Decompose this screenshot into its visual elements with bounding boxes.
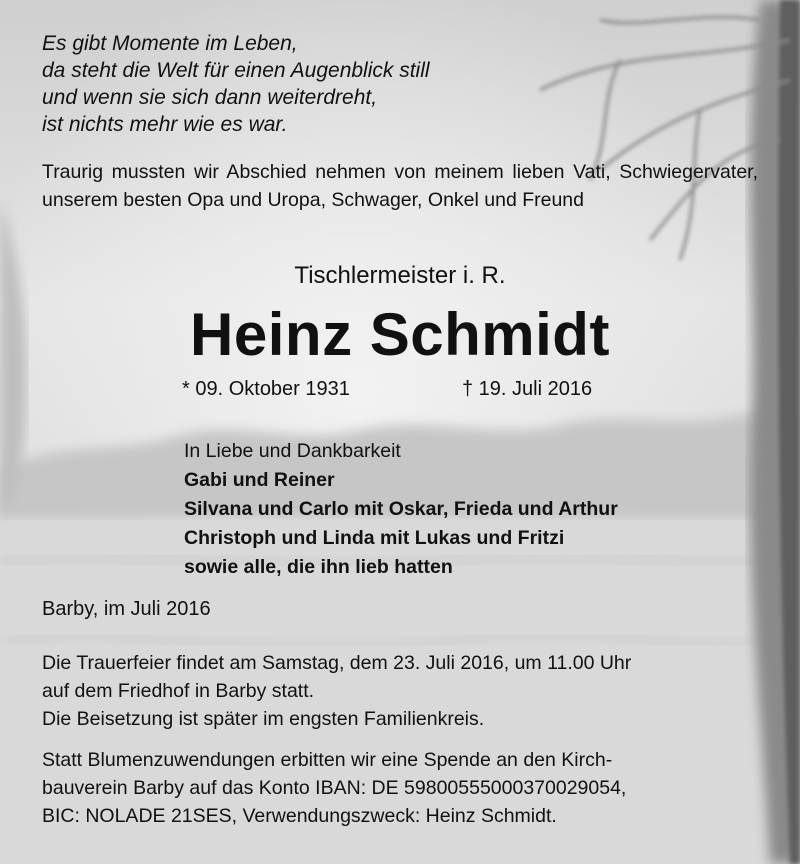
donation-line: Statt Blumenzuwendungen erbitten wir eine Spende an den Kirch- <box>42 749 613 771</box>
mourner-entry: Christoph und Linda mit Lukas und Fritzi <box>184 527 565 549</box>
mourner-entry: Silvana und Carlo mit Oskar, Frieda und Arthur <box>184 498 618 520</box>
mourner-entry: Gabi und Reiner <box>184 469 335 491</box>
poem-line: ist nichts mehr wie es war. <box>42 113 288 136</box>
donation-info <box>42 746 758 830</box>
funeral-service-info <box>42 649 762 733</box>
poem <box>42 30 430 138</box>
poem-line: Es gibt Momente im Leben, <box>42 32 298 55</box>
service-line: Die Beisetzung ist später im engsten Familienkreis. <box>42 708 485 730</box>
place-date: Barby, im Juli 2016 <box>42 598 211 620</box>
deceased-name: Heinz Schmidt <box>190 301 610 368</box>
service-line: auf dem Friedhof in Barby statt. <box>42 680 315 702</box>
poem-line: und wenn sie sich dann weiterdreht, <box>42 86 378 109</box>
mourners-list <box>184 437 618 582</box>
mourners-lead: In Liebe und Dankbarkeit <box>184 440 401 462</box>
mourner-entry: sowie alle, die ihn lieb hatten <box>184 556 453 578</box>
poem-line: da steht die Welt für einen Augenblick still <box>42 59 430 82</box>
service-line: Die Trauerfeier findet am Samstag, dem 23. Juli 2016, um 11.00 Uhr <box>42 652 632 674</box>
birth-date: * 09. Oktober 1931 <box>182 378 350 400</box>
intro-text: Traurig mussten wir Abschied nehmen von meinem lieben Vati, Schwiegervater, unserem besten Opa und Uropa, Schwager, Onkel und Freund <box>42 161 758 211</box>
deceased-title: Tischlermeister i. R. <box>294 262 506 289</box>
death-date: † 19. Juli 2016 <box>462 378 593 400</box>
donation-line: bauverein Barby auf das Konto IBAN: DE 59800555000370029054, <box>42 777 627 799</box>
donation-line: BIC: NOLADE 21SES, Verwendungszweck: Heinz Schmidt. <box>42 805 557 827</box>
